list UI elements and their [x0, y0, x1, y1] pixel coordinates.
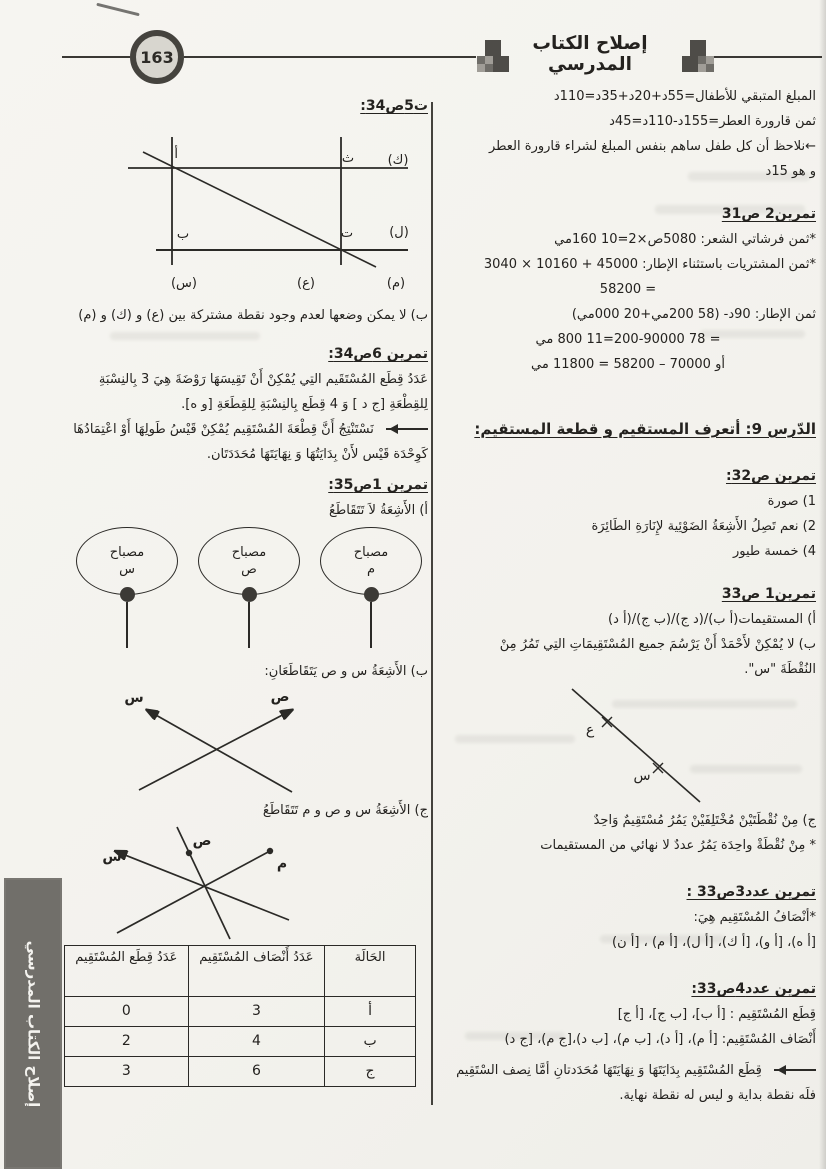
table-row [65, 997, 416, 1027]
line-label: (ك) [387, 153, 409, 168]
ray-label: ص [192, 833, 212, 849]
intro-line: و هو 15د [765, 164, 816, 179]
cell-segments: 0 [65, 997, 189, 1027]
solution-line: 2) نعم تَصِلُ الأَشِعَةُ الضَوْئِية لإِنَارَةِ الطَائِرَة [591, 519, 816, 534]
cell-halflines: 4 [188, 1027, 325, 1057]
conclusion-note [64, 417, 428, 467]
lamp-sad [196, 527, 302, 653]
lines-grid-figure [66, 125, 416, 297]
line-label: (ع) [297, 276, 315, 291]
solution-line: ج) مِنْ نُقْطَتَيْنْ مُخْتَلِفَيْنْ يَمُرُ مُسْتَقِيمٌ وَاحِدٌ [593, 813, 816, 828]
column-header-halflines: عَدَدُ أَنْصَاف المُسْتَقِيم [188, 946, 325, 997]
checker-squares-icon [680, 40, 714, 73]
table-row [65, 1057, 416, 1087]
ray-label: س [124, 690, 144, 706]
header-rule-left [62, 56, 130, 58]
light-ray [248, 602, 251, 648]
intersecting-rays-figure [94, 686, 404, 798]
point-label: ث [341, 151, 355, 166]
lamp-title: مصباح [231, 545, 267, 560]
ray-label: ص [270, 689, 290, 705]
point-label: ع [585, 722, 595, 738]
exercise-heading: ت5ص34: [360, 98, 428, 114]
light-ray [126, 602, 129, 648]
header-rule-right [714, 56, 822, 58]
three-rays-figure [72, 823, 372, 941]
exercise-heading: تمرين1 ص33 [721, 586, 816, 602]
note-text: قِطَع المُسْتَقِيم بِدَايَتَهَا وَ نِهَايَتَهَا مُحَدَدتانِ أمَّا نِصف السْتَقِيم فلَه نقطة بداية و ليس له نقطة نهاية. [456, 1063, 816, 1103]
solution-line: *أنْصَافُ المُسْتَقِيم هِيَ: [693, 910, 816, 925]
side-tab-label: إصلاح الكتاب المدرسي [24, 940, 43, 1107]
exercise-heading: تمرين عدد3ص33 : [686, 884, 816, 900]
solution-line: قِطَع المُسْتَقِيم : [أ ب]، [ب ج]، [أ ج] [617, 1007, 816, 1022]
exercise-heading: تمرين ص32: [725, 468, 816, 484]
intro-line: ←نلاحظ أن كل طفل ساهم بنفس المبلغ لشراء قارورة العطر [488, 139, 816, 154]
lamps-figure [64, 523, 428, 653]
exercise-heading: تمرين 6ص34: [328, 346, 428, 362]
conclusion-note [440, 1058, 816, 1108]
solution-line: ب) الأَشِعَةُ س و ص يَتَقَاطَعَانِ: [264, 664, 428, 679]
solution-line: * مِنْ نُقْطَةْ واحِدَة يَمُرُ عددٌ لا نهائي من المستقيمات [540, 838, 816, 853]
intro-line: ثمن قارورة العطر=155د-110د=45د [609, 114, 816, 129]
lamp-letter: س [119, 562, 135, 577]
solution-line: عَدَدُ قِطَع المُسْتَقَيم التِي يُمْكِنْ أَنْ تَقِيسَهَا رَوْضَةَ هِيَ 3 بِالنِسْبَةِ لِلقِطْعَةِ [ج د ] وَ 4 قِطَع بِالنِسْبَةِ لِلقِطَعَةِ [و ه]. [98, 372, 428, 412]
page-number: 163 [140, 47, 174, 67]
scan-artifact [96, 3, 139, 17]
solution-line: 4) خمسة طيور [733, 544, 816, 559]
solution-line: ج) الأَشِعَةُ س و ص و م تَتَقَاطَعُ [262, 803, 428, 818]
column-divider [431, 102, 433, 1105]
point-label: ت [340, 226, 354, 241]
line-through-points-figure [562, 684, 762, 806]
solution-line: 1) صورة [767, 494, 816, 509]
line-label: (م) [386, 276, 406, 291]
solution-line: = 78 200-90000=11 800 مي [535, 332, 721, 347]
lamp-mim [318, 527, 424, 653]
lamp-letter: ص [241, 562, 257, 577]
solution-line: أو 70000 – 58200 = 11800 مي [531, 357, 725, 372]
page-title: إصلاح الكتاب المدرسي [532, 33, 648, 75]
ray-origin-dot [242, 587, 257, 602]
line-label: (ل) [389, 225, 409, 240]
column-header-segments: عَدَدُ قِطَع المُسْتَقِيم [65, 946, 189, 997]
lamp-bulb [76, 527, 178, 595]
solution-line: ثمن الإطار: 90د- (58 200مي+20 000مي) [571, 307, 816, 322]
point-label: ب [176, 227, 190, 242]
light-ray [370, 602, 373, 648]
cell-halflines: 3 [188, 997, 325, 1027]
lamp-title: مصباح [353, 545, 389, 560]
cell-case: ب [325, 1027, 416, 1057]
solution-line: = 58200 [599, 282, 657, 297]
left-arrow-icon [774, 1069, 816, 1071]
column-header-case: الحَالَة [325, 946, 416, 997]
exercise-heading: تمرين2 ص31 [721, 206, 816, 222]
exercise-heading: تمرين 1ص35: [328, 477, 428, 493]
lamp-title: مصباح [109, 545, 145, 560]
left-arrow-icon [386, 428, 428, 430]
cell-case: أ [325, 997, 416, 1027]
solution-line: ب) لا يمكن وضعها لعدم وجود نقطة مشتركة بين (ع) و (ك) و (م) [78, 308, 428, 323]
exercise-heading: تمرين عدد4ص33: [691, 981, 816, 997]
page-number-badge [130, 30, 184, 84]
ray-label: س [102, 849, 122, 865]
solution-line: النُقْطَةَ "س". [744, 662, 816, 677]
lamp-bulb [198, 527, 300, 595]
intro-line: المبلغ المتبقي للأطفال=55د+20د+35د=110د [553, 89, 816, 104]
point-label: س [633, 768, 651, 784]
solution-line: أ) المستقيمات(أ ب)/(د ج)/(ب ج)/(أ د) [608, 612, 816, 627]
cases-table [64, 945, 416, 1087]
ray-origin-dot [364, 587, 379, 602]
lamp-letter: م [366, 562, 376, 577]
lamp-sin [74, 527, 180, 653]
solution-line: *ثمن المشتريات باستثناء الإطار: 45000 + 10160 × 3040 [483, 257, 816, 272]
point-label: أ [174, 147, 178, 162]
solution-line: أ) الأَشِعَةُ لاَ تَتَقَاطَعُ [329, 503, 428, 518]
lesson-heading: الدّرس 9: أتعرف المستقيم و قطعة المستقيم: [474, 420, 816, 438]
note-text: نَسْتَنْتِجُ أَنَّ قِطْعَةَ المُسْتَقِيم يُمْكِنْ قَيْسُ طَولِهَا أَوْ اعْتِمَادُهَا كَوِحْدَة قَيْس لأَنْ بِدَايَتُهَا وَ نِهَايَتَهَا مُحَدَدَتَان. [73, 422, 428, 462]
solution-line: [أ ه)، [أ و)، [أ ك)، [أ ل)، [أ م) ، [أ ن) [612, 935, 816, 950]
right-column [440, 84, 816, 1108]
cell-segments: 3 [65, 1057, 189, 1087]
solution-line: ب) لا يُمْكِنْ لأَحْمَدْ أَنْ يَرْسُمَ جميع المُسْتَقِيمَاتِ التِي تَمُرُ مِنْ [499, 637, 816, 652]
header-rule-middle [184, 56, 476, 58]
side-tab [4, 878, 62, 1169]
ray-origin-dot [120, 587, 135, 602]
solution-line: أَنْصَاف المُسْتَقِيم: [أ م)، [أ د)، [ب م)، [ب د)،[ج م)، [ج د) [504, 1032, 816, 1047]
cell-segments: 2 [65, 1027, 189, 1057]
table-header-row [65, 946, 416, 997]
cell-halflines: 6 [188, 1057, 325, 1087]
left-column [64, 94, 428, 1087]
ray-label: م [276, 856, 288, 872]
line-label: (س) [170, 276, 198, 291]
solution-line: *ثمن فرشاتي الشعر: 5080ص×2=10 160مي [554, 232, 816, 247]
table-row [65, 1027, 416, 1057]
cell-case: ج [325, 1057, 416, 1087]
lamp-bulb [320, 527, 422, 595]
